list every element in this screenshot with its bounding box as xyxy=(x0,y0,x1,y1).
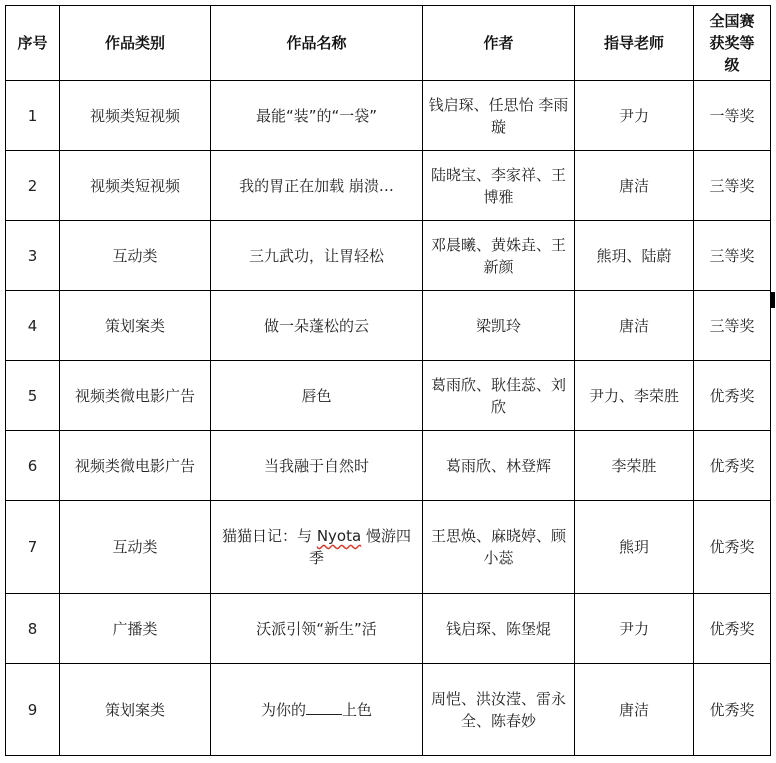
title-suffix: 慢游四季 xyxy=(308,527,411,567)
table-row xyxy=(6,664,771,756)
header-award-line3: 级 xyxy=(724,56,740,74)
cell-seq: 5 xyxy=(6,361,60,431)
cell-title xyxy=(211,664,423,756)
table-row xyxy=(6,361,771,431)
cell-category: 策划案类 xyxy=(60,664,211,756)
cell-category: 视频类微电影广告 xyxy=(60,361,211,431)
cell-award: 三等奖 xyxy=(694,151,771,221)
table-row xyxy=(6,81,771,151)
cell-author: 周恺、洪汝滢、雷永全、陈春妙 xyxy=(423,664,575,756)
cell-category: 策划案类 xyxy=(60,291,211,361)
cell-award: 优秀奖 xyxy=(694,431,771,501)
fill-in-blank-line xyxy=(306,700,342,715)
cell-seq: 1 xyxy=(6,81,60,151)
cell-category: 视频类短视频 xyxy=(60,81,211,151)
cell-author: 邓晨曦、黄姝垚、王新颜 xyxy=(423,221,575,291)
table-row xyxy=(6,151,771,221)
cell-award: 三等奖 xyxy=(694,221,771,291)
cell-seq: 2 xyxy=(6,151,60,221)
cell-award: 优秀奖 xyxy=(694,664,771,756)
cell-advisor: 唐洁 xyxy=(575,291,694,361)
awards-table xyxy=(5,5,771,756)
cell-author: 钱启琛、陈堡焜 xyxy=(423,594,575,664)
table-row xyxy=(6,501,771,594)
header-award xyxy=(694,6,771,81)
header-award-line2: 获奖等 xyxy=(709,34,755,52)
cell-seq: 8 xyxy=(6,594,60,664)
cell-advisor: 熊玥 xyxy=(575,501,694,594)
cell-author: 王思焕、麻晓婷、顾小蕊 xyxy=(423,501,575,594)
cell-award: 优秀奖 xyxy=(694,361,771,431)
header-row xyxy=(6,6,771,81)
header-category: 作品类别 xyxy=(60,6,211,81)
cell-author: 梁凯玲 xyxy=(423,291,575,361)
cell-advisor: 唐洁 xyxy=(575,151,694,221)
table-row xyxy=(6,431,771,501)
cell-title xyxy=(211,501,423,594)
cell-author: 钱启琛、任思怡 李雨璇 xyxy=(423,81,575,151)
cell-title: 我的胃正在加载 崩溃… xyxy=(211,151,423,221)
cell-category: 互动类 xyxy=(60,501,211,594)
cell-advisor: 李荣胜 xyxy=(575,431,694,501)
cell-author: 陆晓宝、李家祥、王博雅 xyxy=(423,151,575,221)
cell-advisor: 尹力、李荣胜 xyxy=(575,361,694,431)
header-title: 作品名称 xyxy=(211,6,423,81)
cell-category: 广播类 xyxy=(60,594,211,664)
cell-seq: 4 xyxy=(6,291,60,361)
cell-title: 最能“装”的“一袋” xyxy=(211,81,423,151)
header-advisor: 指导老师 xyxy=(575,6,694,81)
cell-advisor: 尹力 xyxy=(575,594,694,664)
cell-award: 一等奖 xyxy=(694,81,771,151)
text-cursor-mark xyxy=(771,292,775,308)
cell-category: 互动类 xyxy=(60,221,211,291)
title-prefix: 为你的 xyxy=(260,700,306,719)
cell-category: 视频类微电影广告 xyxy=(60,431,211,501)
header-seq: 序号 xyxy=(6,6,60,81)
cell-award: 优秀奖 xyxy=(694,501,771,594)
cell-title: 做一朵蓬松的云 xyxy=(211,291,423,361)
cell-seq: 9 xyxy=(6,664,60,756)
cell-award: 优秀奖 xyxy=(694,594,771,664)
cell-advisor: 熊玥、陆蔚 xyxy=(575,221,694,291)
cell-seq: 6 xyxy=(6,431,60,501)
cell-title: 唇色 xyxy=(211,361,423,431)
cell-title: 三九武功，让胃轻松 xyxy=(211,221,423,291)
cell-advisor: 唐洁 xyxy=(575,664,694,756)
title-suffix: 上色 xyxy=(342,700,373,719)
header-award-line1: 全国赛 xyxy=(709,12,755,30)
table-row xyxy=(6,594,771,664)
table-row xyxy=(6,291,771,361)
cell-seq: 3 xyxy=(6,221,60,291)
cell-title: 当我融于自然时 xyxy=(211,431,423,501)
cell-author: 葛雨欣、耿佳蕊、刘欣 xyxy=(423,361,575,431)
cell-category: 视频类短视频 xyxy=(60,151,211,221)
title-prefix: 猫猫日记：与 xyxy=(222,527,317,545)
cell-author: 葛雨欣、林登辉 xyxy=(423,431,575,501)
spellcheck-underlined-word: Nyota xyxy=(316,527,362,545)
cell-award: 三等奖 xyxy=(694,291,771,361)
cell-advisor: 尹力 xyxy=(575,81,694,151)
cell-title: 沃派引领“新生”活 xyxy=(211,594,423,664)
cell-seq: 7 xyxy=(6,501,60,594)
table-row xyxy=(6,221,771,291)
header-author: 作者 xyxy=(423,6,575,81)
